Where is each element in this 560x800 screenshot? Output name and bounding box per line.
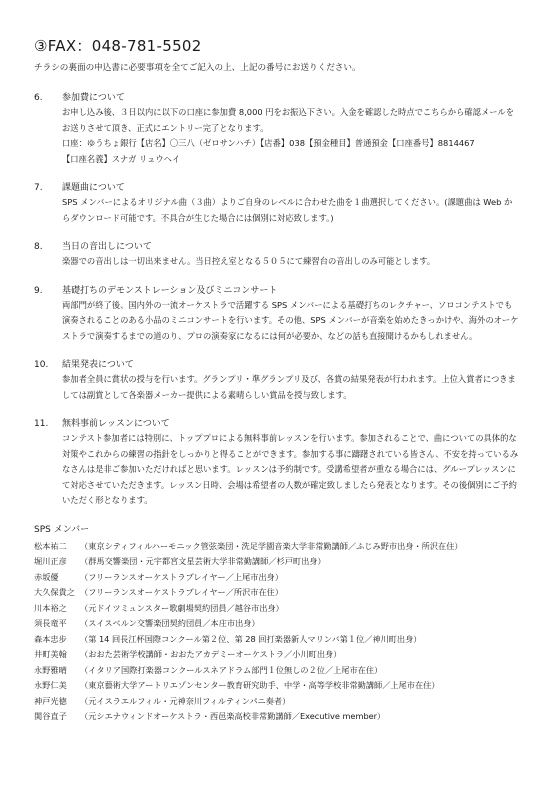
member-item [34, 678, 520, 694]
member-item [34, 709, 520, 725]
section-number: 6. [34, 93, 43, 103]
section-results [34, 358, 520, 403]
member-name: 大久保貴之 [34, 587, 75, 597]
section-paragraph: 参加者全員に賞状の授与を行います。グランプリ・準グランプリ及び、各賞の結果発表が行われます。上位入賞者につきましては副賞として各楽器メーカー提供による素晴らしい賞品を授与致します。 [62, 374, 516, 400]
section-title: 当日の音出しについて [62, 242, 152, 252]
member-item [34, 601, 520, 617]
bank-account-line: 口座：ゆうちょ銀行【店名】〇三八（ゼロサンハチ）【店番】038【預金種目】普通預金【口座番号】8814467 [62, 138, 475, 148]
member-item [34, 570, 520, 586]
member-description: （東京シティフィルハーモニック管弦楽団・洗足学園音楽大学非常勤講師／ふじみ野市出身・所沢在住） [80, 540, 463, 551]
member-item [34, 663, 520, 679]
account-holder-line: 【口座名義】スナガ リュウヘイ [62, 153, 181, 164]
section-set-piece [34, 181, 520, 226]
member-item [34, 554, 520, 570]
section-free-lesson [34, 417, 520, 509]
section-paragraph: 楽器での音出しは一切出来ません。当日控え室となる５０５にて練習台の音出しのみ可能とします。 [62, 256, 436, 266]
member-item [34, 585, 520, 601]
member-name: 川本裕之 [34, 602, 67, 613]
section-title: 無料事前レッスンについて [62, 419, 170, 429]
section-number: 11. [34, 419, 49, 429]
section-paragraph: SPS メンバーによるオリジナル曲（３曲）よりご自身のレベルに合わせた曲を１曲選択してください。(課題曲は Web からダウンロード可能です。不具合が生じた場合には個別に対応致します。) [62, 197, 513, 223]
member-name: 神戸光徳 [34, 695, 67, 706]
member-name: 松本祐二 [34, 540, 67, 551]
member-item [34, 632, 520, 648]
member-description: （イタリア国際打楽器コンクールスネアドラム部門１位無しの２位／上尾市在住） [80, 664, 383, 675]
section-number: 7. [34, 183, 43, 193]
member-description: （元イスラエルフィル・元神奈川フィルティンパニ奏者） [80, 695, 291, 706]
member-item [34, 647, 520, 663]
member-name: 須長竜平 [34, 618, 67, 628]
section-title: 結果発表について [62, 360, 134, 370]
member-description: （第 14 回長江杯国際コンクール第２位、第 28 回打楽器新人マリンバ第１位／神川町出身） [80, 633, 422, 644]
member-name: 井町美翰 [34, 649, 67, 659]
member-description: （フリーランスオーケストラプレイヤー／上尾市出身） [80, 571, 284, 582]
member-name: 永野雅晴 [34, 664, 67, 675]
section-title: 参加費について [62, 93, 125, 103]
member-name: 関谷直子 [34, 711, 67, 721]
members-list [34, 539, 520, 725]
section-number: 8. [34, 242, 43, 252]
section-demonstration [34, 284, 520, 345]
member-item [34, 694, 520, 710]
member-description: （スイスベルン交響楽団契約団員／本庄市出身） [80, 618, 260, 628]
section-title: 課題曲について [62, 183, 125, 193]
member-name: 永野仁美 [34, 680, 67, 690]
section-paragraph: コンテスト参加者には特別に、トッププロによる無料事前レッスンを行います。参加されることで、曲についての具体的な対策やこれからの練習の指針をしっかりと得ることができます。参加する事に躊躇されている皆さん、不安を持っているみなさんは是非ご参加いただければと思います。レッスンは予約制です。受講希望者が重なる場合には、グループレッスンにて対応させていただきます。レッスン日時、会場は希望者の人数が確定致しましたら発表となります。その後個別にご予約いただく形となります。 [62, 433, 519, 505]
member-description: （群馬交響楽団・元宇都宮文星芸術大学非常勤講師／杉戸町出身） [80, 556, 326, 566]
member-description: （おおた芸術学校講師・おおたアカデミーオーケストラ／小川町出身） [80, 649, 342, 659]
section-paragraph: お申し込み後、３日以内に以下の口座に参加費 8,000 円をお振込下さい。入金を確認した時点でこちらから確認メールをお送りさせて頂き、正式にエントリー完了となります。 [62, 107, 515, 133]
section-title: 基礎打ちのデモンストレーション及びミニコンサート [62, 285, 278, 296]
member-description: （元ドイツミュンスター歌劇場契約団員／越谷市出身） [80, 602, 284, 613]
member-name: 森本忠步 [34, 633, 67, 644]
fax-number-heading: ③FAX：048-781-5502 [34, 37, 202, 55]
fax-instructions: チラシの裏面の申込書に必要事項を全てご記入の上、上記の番号にお送りください。 [34, 63, 361, 73]
section-paragraph: 両部門が終了後、国内外の一流オーケストラで活躍する SPS メンバーによる基礎打ちのレクチャー、ソロコンテストでも演奏されることのある小品のミニコンサートを行います。その他、SPS メンバーが音楽を始めたきっかけや、海外のオーケストラで演奏するまでの道のり、プロの演奏家になるには何が必要か、などの話も直接聞けるかもしれません。 [62, 299, 519, 341]
members-heading: SPS メンバー [34, 524, 90, 535]
section-fee [34, 91, 520, 167]
member-item [34, 616, 520, 632]
member-description: （フリーランスオーケストラプレイヤー／所沢市在住） [80, 587, 284, 597]
member-name: 堀川正彦 [34, 556, 67, 566]
section-number: 9. [34, 285, 43, 296]
member-description: （元シエナウィンドオーケストラ・西邑楽高校非常勤講師／Executive member） [80, 711, 386, 721]
member-description: （東京藝術大学アートリエゾンセンター教育研究助手、中学・高等学校非常勤講師／上尾市在住） [80, 680, 440, 690]
section-number: 10. [34, 360, 49, 370]
section-warmup [34, 240, 520, 270]
member-name: 赤坂優 [34, 571, 59, 582]
member-item [34, 539, 520, 555]
